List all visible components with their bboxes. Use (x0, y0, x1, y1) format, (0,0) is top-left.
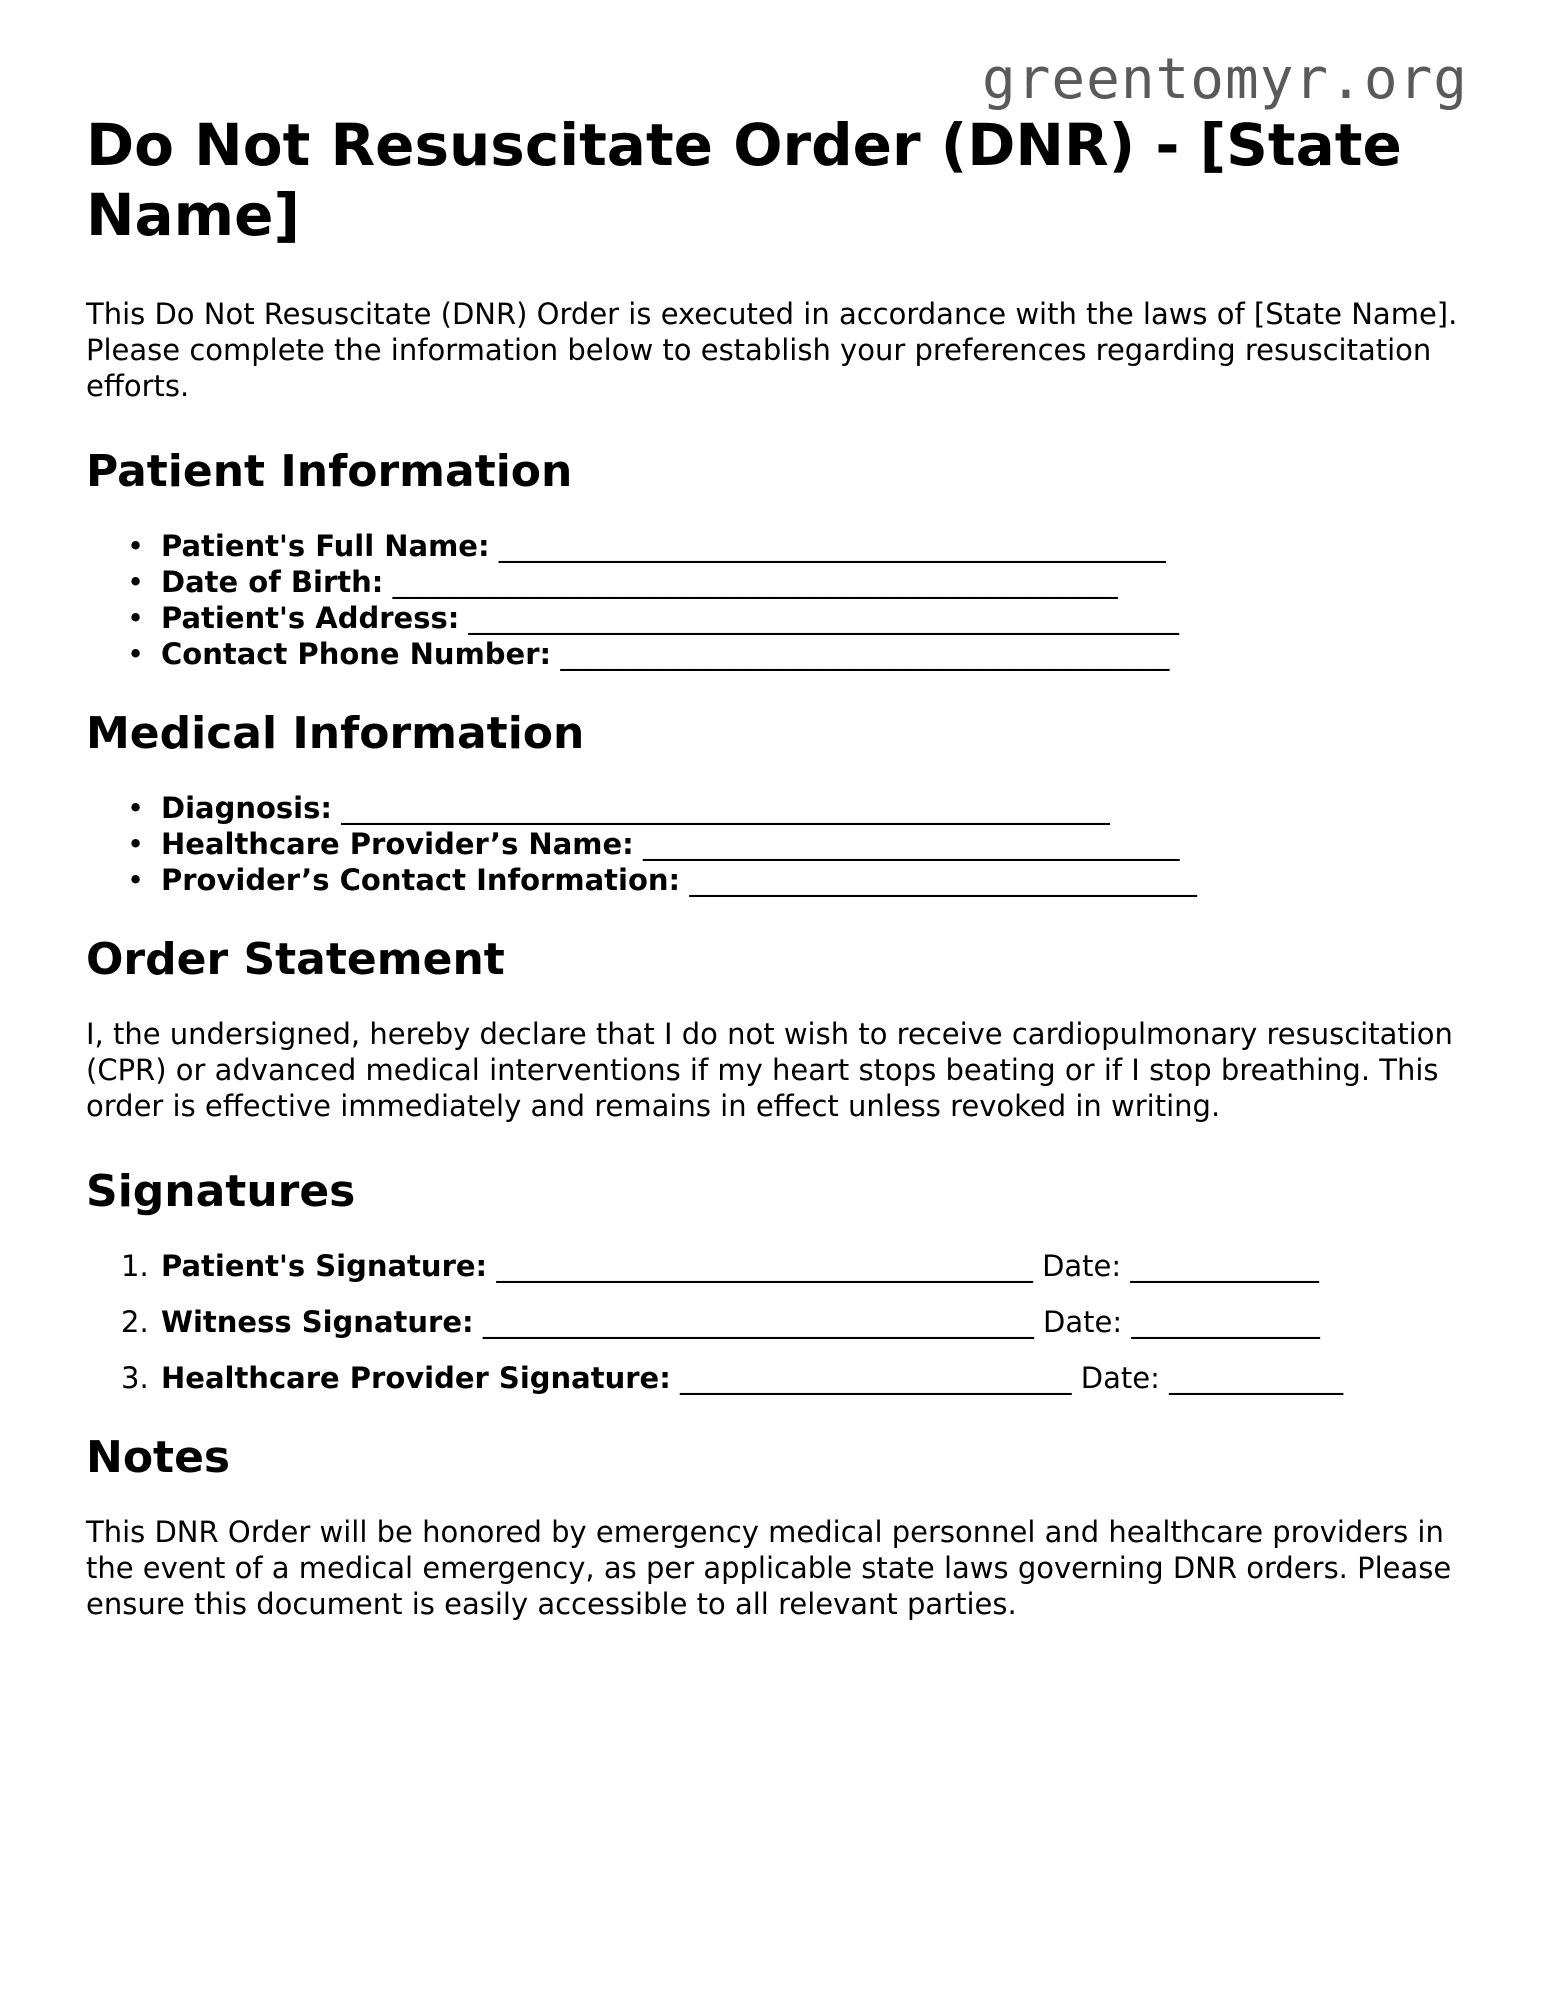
patient-information-heading: Patient Information (86, 446, 573, 497)
field-label: Date of Birth: (161, 565, 384, 599)
field-label: Contact Phone Number: (161, 637, 552, 671)
field-label: Provider’s Contact Information: (161, 863, 681, 897)
list-item (161, 528, 1486, 564)
watermark-text: greentomyr.org (981, 47, 1468, 112)
date-label: Date: (1042, 1249, 1122, 1283)
medical-information-list (86, 790, 1486, 898)
fill-in-blank[interactable]: __________________________________________________ (392, 565, 1118, 599)
list-item (161, 826, 1486, 862)
fill-in-blank[interactable]: _________________________________________________ (468, 601, 1180, 635)
order-statement-heading: Order Statement (86, 934, 505, 985)
date-blank[interactable]: _____________ (1130, 1249, 1319, 1283)
list-item (161, 600, 1486, 636)
fill-in-blank[interactable]: ___________________________________ (689, 863, 1197, 897)
item-number: 2. (121, 1305, 149, 1339)
date-label: Date: (1043, 1305, 1123, 1339)
fill-in-blank[interactable]: _____________________________________ (642, 827, 1180, 861)
date-blank[interactable]: ____________ (1169, 1361, 1344, 1395)
patient-information-list (86, 528, 1486, 672)
notes-paragraph: This DNR Order will be honored by emergency medical personnel and healthcare providers in the event of a medical emergency, as per applicable state laws governing DNR orders. Please ensure this document is easily accessible to all relevant parties. (86, 1515, 1452, 1621)
list-item (161, 862, 1486, 898)
list-item (161, 564, 1486, 600)
signature-label: Patient's Signature: (161, 1249, 488, 1283)
date-label: Date: (1080, 1361, 1160, 1395)
signature-blank[interactable]: ___________________________ (680, 1361, 1072, 1395)
list-item (161, 636, 1486, 672)
list-item (121, 1304, 1356, 1340)
signature-blank[interactable]: _____________________________________ (496, 1249, 1033, 1283)
list-item (121, 1248, 1356, 1284)
signature-label: Healthcare Provider Signature: (161, 1361, 671, 1395)
item-number: 3. (121, 1361, 149, 1395)
document-page (86, 110, 1486, 1664)
signature-label: Witness Signature: (161, 1305, 474, 1339)
list-item (161, 790, 1486, 826)
field-label: Patient's Full Name: (161, 529, 490, 563)
item-number: 1. (121, 1249, 149, 1283)
signatures-heading: Signatures (86, 1166, 356, 1217)
date-blank[interactable]: _____________ (1131, 1305, 1320, 1339)
fill-in-blank[interactable]: _____________________________________________________ (341, 791, 1110, 825)
signature-blank[interactable]: ______________________________________ (482, 1305, 1034, 1339)
notes-heading: Notes (86, 1432, 231, 1483)
signatures-list (86, 1248, 1356, 1396)
medical-information-heading: Medical Information (86, 708, 585, 759)
field-label: Patient's Address: (161, 601, 460, 635)
field-label: Healthcare Provider’s Name: (161, 827, 634, 861)
fill-in-blank[interactable]: __________________________________________ (560, 637, 1170, 671)
order-statement-paragraph: I, the undersigned, hereby declare that I do not wish to receive cardiopulmonary resuscitation (CPR) or advanced medical interventions if my heart stops beating or if I stop breathing. This order is effective immediately and remains in effect unless revoked in writing. (86, 1017, 1453, 1123)
field-label: Diagnosis: (161, 791, 332, 825)
list-item (121, 1360, 1356, 1396)
intro-paragraph: This Do Not Resuscitate (DNR) Order is executed in accordance with the laws of [State Name]. Please complete the information below to establish your preferences regarding resuscitation efforts. (86, 297, 1458, 403)
fill-in-blank[interactable]: ______________________________________________ (498, 529, 1166, 563)
document-title: Do Not Resuscitate Order (DNR) - [State Name] (86, 111, 1402, 249)
